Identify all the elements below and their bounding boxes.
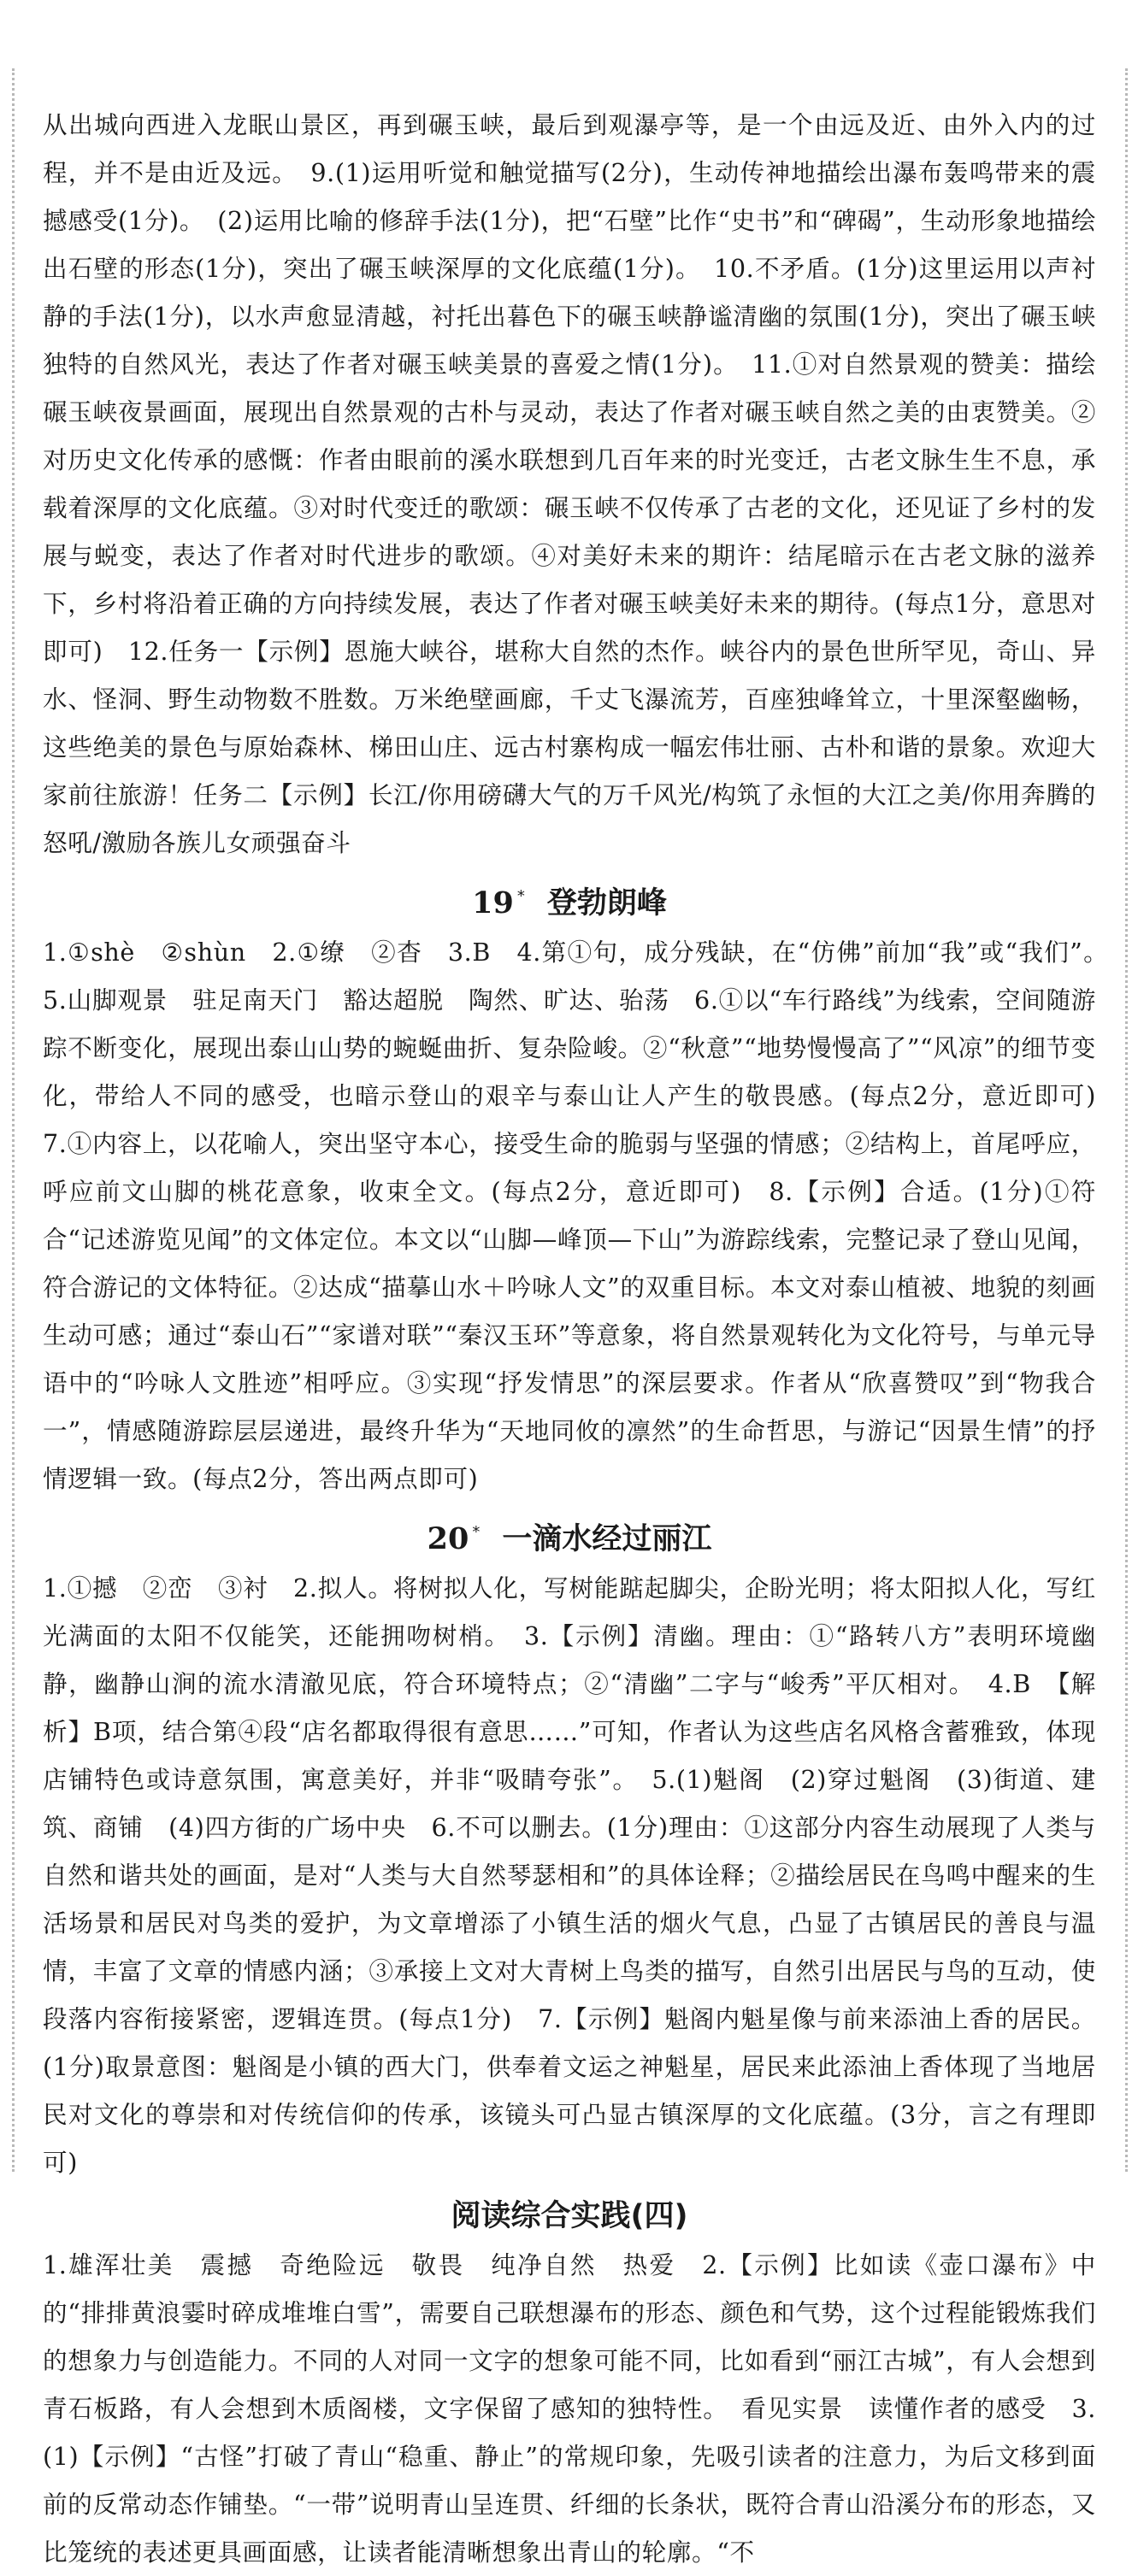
lesson-number: 19: [472, 885, 514, 920]
answer-paragraph-lesson-20: 1.①撼 ②峦 ③衬 2.拟人。将树拟人化，写树能踮起脚尖，企盼光明；将太阳拟人化，写红光满面的太阳不仅能笑，还能拥吻树梢。 3.【示例】清幽。理由：①“路转八方”表明环境幽静，幽静山涧的流水清澈见底，符合环境特点；②“清幽”二字与“峻秀”平仄相对。 4.B 【解析】B项，结合第④段“店名都取得很有意思……”可知，作者认为这些店名风格含蓄雅致，体现店铺特色或诗意氛围，寓意美好，并非“吸睛夸张”。 5.(1)魁阁 (2)穿过魁阁 (3)街道、建筑、商铺 (4)四方街的广场中央 6.不可以删去。(1分)理由：①这部分内容生动展现了人类与自然和谐共处的画面，是对“人类与大自然琴瑟相和”的具体诠释；②描绘居民在鸟鸣中醒来的生活场景和居民对鸟类的爱护，为文章增添了小镇生活的烟火气息，凸显了古镇居民的善良与温情，丰富了文章的情感内涵；③承接上文对大青树上鸟类的描写，自然引出居民与鸟的互动，使段落内容衔接紧密，逻辑连贯。(每点1分) 7.【示例】魁阁内魁星像与前来添油上香的居民。(1分)取景意图：魁阁是小镇的西大门，供奉着文运之神魁星，居民来此添油上香体现了当地居民对文化的尊崇和对传统信仰的传承，该镜头可凸显古镇深厚的文化底蕴。(3分，言之有理即可): [43, 1573, 1096, 2177]
lesson-title: 登勃朗峰: [546, 886, 667, 920]
answer-paragraph-lesson-18-continued: 从出城向西进入龙眠山景区，再到碾玉峡，最后到观瀑亭等，是一个由远及近、由外入内的过程，并不是由近及远。 9.(1)运用听觉和触觉描写(2分)，生动传神地描绘出瀑布轰鸣带来的震撼感受(1分)。 (2)运用比喻的修辞手法(1分)，把“石壁”比作“史书”和“碑碣”，生动形象地描绘出石壁的形态(1分)，突出了碾玉峡深厚的文化底蕴(1分)。 10.不矛盾。(1分)这里运用以声衬静的手法(1分)，以水声愈显清越，衬托出暮色下的碾玉峡静谧清幽的氛围(1分)，突出了碾玉峡独特的自然风光，表达了作者对碾玉峡美景的喜爱之情(1分)。 11.①对自然景观的赞美：描绘碾玉峡夜景画面，展现出自然景观的古朴与灵动，表达了作者对碾玉峡自然之美的由衷赞美。②对历史文化传承的感慨：作者由眼前的溪水联想到几百年来的时光变迁，古老文脉生生不息，承载着深厚的文化底蕴。③对时代变迁的歌颂：碾玉峡不仅传承了古老的文化，还见证了乡村的发展与蜕变，表达了作者对时代进步的歌颂。④对美好未来的期许：结尾暗示在古老文脉的滋养下，乡村将沿着正确的方向持续发展，表达了作者对碾玉峡美好未来的期待。(每点1分，意思对即可) 12.任务一【示例】恩施大峡谷，堪称大自然的杰作。峡谷内的景色世所罕见，奇山、异水、怪洞、野生动物数不胜数。万米绝壁画廊，千丈飞瀑流芳，百座独峰耸立，十里深壑幽畅，这些绝美的景色与原始森林、梯田山庄、远古村寨构成一幅宏伟壮丽、古朴和谐的景象。欢迎大家前往旅游！任务二【示例】长江/你用磅礴大气的万千风光/构筑了永恒的大江之美/你用奔腾的怒吼/激励各族儿女顽强奋斗: [43, 110, 1096, 857]
lesson-title: 一滴水经过丽江: [502, 1522, 712, 1556]
answer-paragraph-reading-practice-4: 1.雄浑壮美 震撼 奇绝险远 敬畏 纯净自然 热爱 2.【示例】比如读《壶口瀑布》中的“排排黄浪霎时碎成堆堆白雪”，需要自己联想瀑布的形态、颜色和气势，这个过程能锻炼我们的想象力与创造能力。不同的人对同一文字的想象可能不同，比如看到“丽江古城”，有人会想到青石板路，有人会想到木质阁楼，文字保留了感知的独特性。 看见实景 读懂作者的感受 3.(1)【示例】“古怪”打破了青山“稳重、静止”的常规印象，先吸引读者的注意力，为后文移到面前的反常动态作铺垫。“一带”说明青山呈连贯、纤细的长条状，既符合青山沿溪分布的形态，又比笼统的表述更具画面感，让读者能清晰想象出青山的轮廓。“不: [43, 2250, 1096, 2567]
lesson-number: 20: [427, 1521, 469, 1556]
section-heading-19: [43, 877, 1096, 923]
page-content: [43, 101, 1122, 2576]
section-heading-20: [43, 1513, 1096, 1559]
section-title: 阅读综合实践(四): [451, 2199, 688, 2233]
optional-mark: *: [516, 887, 525, 905]
left-dotted-border: [12, 68, 15, 2172]
optional-mark: *: [472, 1523, 481, 1541]
answer-paragraph-lesson-19: 1.①shè ②shùn 2.①缭 ②杳 3.B 4.第①句，成分残缺，在“仿佛”前加“我”或“我们”。 5.山脚观景 驻足南天门 豁达超脱 陶然、旷达、骀荡 6.①以“车行路线”为线索，空间随游踪不断变化，展现出泰山山势的蜿蜒曲折、复杂险峻。②“秋意”“地势慢慢高了”“风凉”的细节变化，带给人不同的感受，也暗示登山的艰辛与泰山让人产生的敬畏感。(每点2分，意近即可) 7.①内容上，以花喻人，突出坚守本心，接受生命的脆弱与坚强的情感；②结构上，首尾呼应，呼应前文山脚的桃花意象，收束全文。(每点2分，意近即可) 8.【示例】合适。(1分)①符合“记述游览见闻”的文体定位。本文以“山脚—峰顶—下山”为游踪线索，完整记录了登山见闻，符合游记的文体特征。②达成“描摹山水＋吟咏人文”的双重目标。本文对泰山植被、地貌的刻画生动可感；通过“泰山石”“家谱对联”“秦汉玉环”等意象，将自然景观转化为文化符号，与单元导语中的“吟咏人文胜迹”相呼应。③实现“抒发情思”的深层要求。作者从“欣喜赞叹”到“物我合一”，情感随游踪层层递进，最终升华为“天地同攸的凛然”的生命哲思，与游记“因景生情”的抒情逻辑一致。(每点2分，答出两点即可): [43, 938, 1122, 1493]
section-heading-reading-practice-4: [43, 2197, 1096, 2236]
right-dotted-border: [1125, 68, 1128, 2172]
